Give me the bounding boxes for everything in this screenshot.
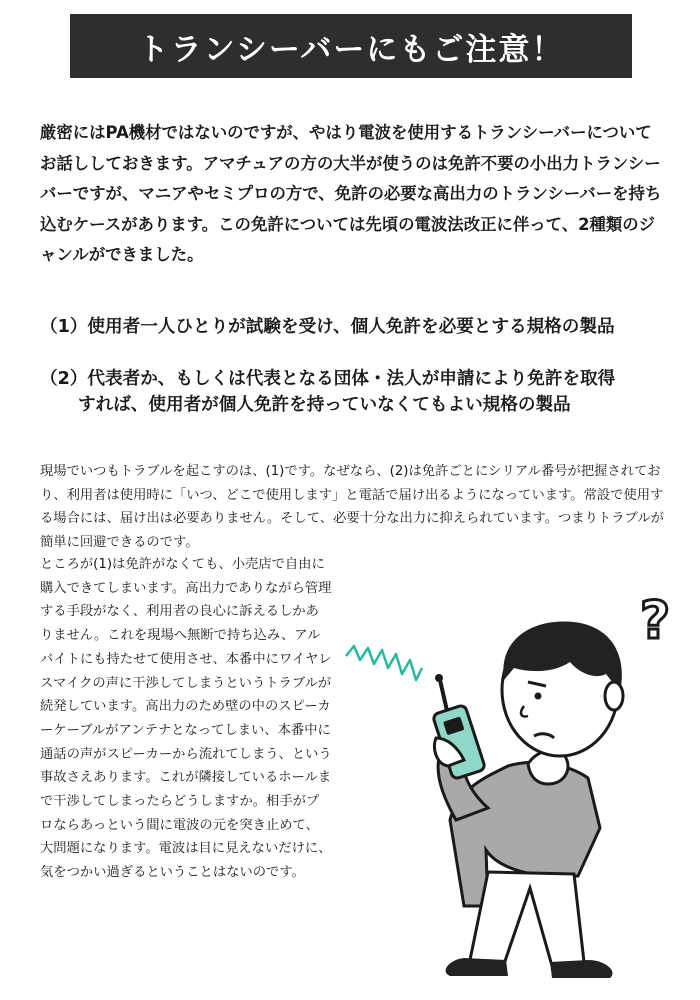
ear [605, 682, 623, 710]
body-paragraph-wide: 現場でいつもトラブルを起こすのは、(1)です。なぜなら、(2)は免許ごとにシリアル番号が把握されており、利用者は使用時に「いつ、どこで使用します」と電話で届け出るようになっています。常設で使用する場合には、届け出は必要ありません。そして、必要十分な出力に抑えられています。つまりトラブルが簡単に回避できるのです。 [40, 464, 664, 550]
man-with-transceiver-illustration [338, 588, 690, 988]
radio-antenna-tip [435, 674, 443, 682]
list-item-2 [40, 366, 680, 418]
radio-wave-icon [346, 646, 422, 680]
eye [535, 693, 542, 700]
list-item-2-label: （2）代表者か、もしくは代表となる団体・法人が申請により免許を取得 [40, 369, 616, 389]
body-paragraph-column: ところが(1)は免許がなくても、小売店で自由に購入できてしまいます。高出力でありながら管理する手段がなく、利用者の良心に訴えるしかありません。これを現場へ無断で持ち込み、アルバイトにも持たせて使用させ、本番中にワイヤレスマイクの声に干渉してしまうというトラブルが続発しています。高出力のため壁の中のスピーカーケーブルがアンテナとなってしまい、本番中に通話の声がスピーカーから流れてしまう、という事故さえあります。これが隣接しているホールまで干渉してしまったらどうしますか。相手がプロならあっという間に電波の元を突き止めて、大問題になります。電波は目に見えないだけに、気をつかい過ぎるということはないのです。 [40, 557, 332, 881]
question-mark-icon: ? [640, 591, 671, 651]
page-title: トランシーバーにもご注意！ [70, 14, 632, 78]
list-item-1: （1）使用者一人ひとりが試験を受け、個人免許を必要とする規格の製品 [40, 317, 615, 337]
right-shoe [550, 960, 613, 978]
trousers [470, 872, 584, 966]
intro-paragraph: 厳密にはPA機材ではないのですが、やはり電波を使用するトランシーバーについてお話ししておきます。アマチュアの方の大半が使うのは免許不要の小出力トランシーバーですが、マニアやセミプロの方で、免許の必要な高出力のトランシーバーを持ち込むケースがあります。この免許については先頃の電波法改正に伴って、2種類のジャンルができました。 [40, 123, 662, 264]
left-shoe [446, 958, 508, 976]
list-item-2-continuation: すれば、使用者が個人免許を持っていなくてもよい規格の製品 [78, 395, 571, 415]
